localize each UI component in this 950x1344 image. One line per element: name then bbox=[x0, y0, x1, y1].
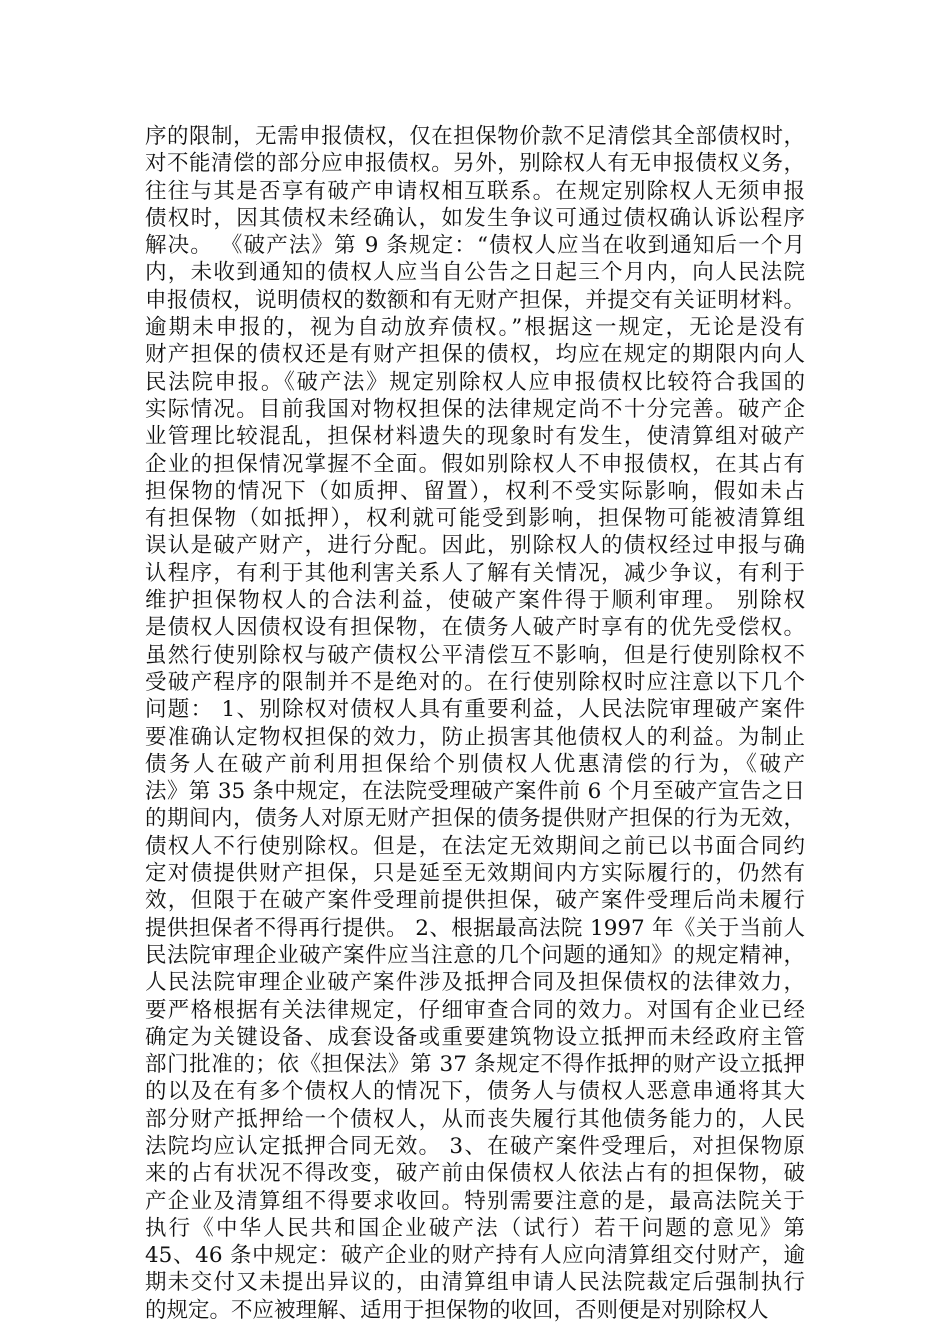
text-line: 企业的担保情况掌握不全面。假如别除权人不申报债权，在其占有 bbox=[145, 451, 805, 477]
text-line: 担保物的情况下（如质押、留置），权利不受实际影响，假如未占 bbox=[145, 478, 805, 504]
text-line: 提供担保者不得再行提供。 2、根据最高法院 1997 年《关于当前人 bbox=[145, 915, 805, 941]
text-line: 45、46 条中规定：破产企业的财产持有人应向清算组交付财产，逾 bbox=[145, 1243, 805, 1269]
text-line: 内，未收到通知的债权人应当自公告之日起三个月内，向人民法院 bbox=[145, 260, 805, 286]
text-line: 部分财产抵押给一个债权人，从而丧失履行其他债务能力的，人民 bbox=[145, 1106, 805, 1132]
text-line: 虽然行使别除权与破产债权公平清偿互不影响，但是行使别除权不 bbox=[145, 642, 805, 668]
text-line: 部门批准的；依《担保法》第 37 条规定不得作抵押的财产设立抵押 bbox=[145, 1052, 805, 1078]
text-line: 要准确认定物权担保的效力，防止损害其他债权人的利益。为制止 bbox=[145, 724, 805, 750]
text-line: 期未交付又未提出异议的，由清算组申请人民法院裁定后强制执行 bbox=[145, 1270, 805, 1296]
text-line: 实际情况。目前我国对物权担保的法律规定尚不十分完善。破产企 bbox=[145, 396, 805, 422]
text-line: 债权时，因其债权未经确认，如发生争议可通过债权确认诉讼程序 bbox=[145, 205, 805, 231]
text-line: 认程序，有利于其他利害关系人了解有关情况，减少争议，有利于 bbox=[145, 560, 805, 586]
text-line: 确定为关键设备、成套设备或重要建筑物设立抵押而未经政府主管 bbox=[145, 1024, 805, 1050]
text-line: 的期间内，债务人对原无财产担保的债务提供财产担保的行为无效， bbox=[145, 806, 805, 832]
text-line: 受破产程序的限制并不是绝对的。在行使别除权时应注意以下几个 bbox=[145, 669, 805, 695]
text-line: 要严格根据有关法律规定，仔细审查合同的效力。对国有企业已经 bbox=[145, 997, 805, 1023]
text-line: 定对债提供财产担保，只是延至无效期间内方实际履行的，仍然有 bbox=[145, 861, 805, 887]
body-text bbox=[145, 123, 805, 1324]
text-line: 债权人不行使别除权。但是，在法定无效期间之前已以书面合同约 bbox=[145, 833, 805, 859]
text-line: 财产担保的债权还是有财产担保的债权，均应在规定的期限内向人 bbox=[145, 342, 805, 368]
text-line: 产企业及清算组不得要求收回。特别需要注意的是，最高法院关于 bbox=[145, 1188, 805, 1214]
text-line: 的以及在有多个债权人的情况下，债务人与债权人恶意串通将其大 bbox=[145, 1079, 805, 1105]
text-line: 往往与其是否享有破产申请权相互联系。在规定别除权人无须申报 bbox=[145, 178, 805, 204]
text-line: 有担保物（如抵押），权利就可能受到影响，担保物可能被清算组 bbox=[145, 506, 805, 532]
text-line: 来的占有状况不得改变，破产前由保债权人依法占有的担保物，破 bbox=[145, 1161, 805, 1187]
text-line: 民法院审理企业破产案件应当注意的几个问题的通知》的规定精神， bbox=[145, 942, 805, 968]
text-line: 逾期未申报的，视为自动放弃债权。”根据这一规定，无论是没有 bbox=[145, 315, 805, 341]
text-line: 法》第 35 条中规定，在法院受理破产案件前 6 个月至破产宣告之日 bbox=[145, 779, 805, 805]
text-line: 申报债权，说明债权的数额和有无财产担保，并提交有关证明材料。 bbox=[145, 287, 805, 313]
text-line: 人民法院审理企业破产案件涉及抵押合同及担保债权的法律效力， bbox=[145, 970, 805, 996]
text-line: 法院均应认定抵押合同无效。 3、在破产案件受理后，对担保物原 bbox=[145, 1133, 805, 1159]
text-line: 解决。 《破产法》第 9 条规定：“债权人应当在收到通知后一个月 bbox=[145, 233, 805, 259]
text-line: 债务人在破产前利用担保给个别债权人优惠清偿的行为，《破产 bbox=[145, 751, 805, 777]
text-line: 的规定。不应被理解、适用于担保物的收回，否则便是对别除权人 bbox=[145, 1297, 769, 1323]
text-line: 业管理比较混乱，担保材料遗失的现象时有发生，使清算组对破产 bbox=[145, 424, 805, 450]
text-line: 民法院申报。《破产法》规定别除权人应申报债权比较符合我国的 bbox=[145, 369, 805, 395]
text-line: 序的限制，无需申报债权，仅在担保物价款不足清偿其全部债权时， bbox=[145, 124, 805, 149]
text-line: 问题： 1、别除权对债权人具有重要利益，人民法院审理破产案件 bbox=[145, 697, 805, 723]
text-line: 维护担保物权人的合法利益，使破产案件得于顺利审理。 别除权 bbox=[145, 588, 805, 614]
text-line: 误认是破产财产，进行分配。因此，别除权人的债权经过申报与确 bbox=[145, 533, 805, 559]
text-line: 对不能清偿的部分应申报债权。另外，别除权人有无申报债权义务， bbox=[145, 151, 805, 177]
text-line: 执行《中华人民共和国企业破产法（试行）若干问题的意见》第 bbox=[145, 1215, 805, 1241]
text-line: 效，但限于在破产案件受理前提供担保，破产案件受理后尚未履行 bbox=[145, 888, 805, 914]
text-line: 是债权人因债权设有担保物，在债务人破产时享有的优先受偿权。 bbox=[145, 615, 805, 641]
